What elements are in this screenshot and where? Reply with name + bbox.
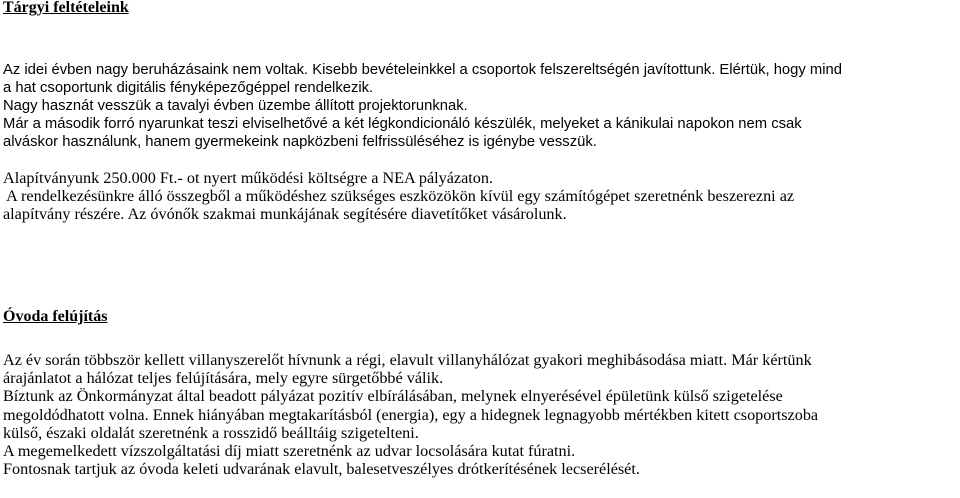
text-line: Már a második forró nyarunkat teszi elviselhetővé a két légkondicionáló készülék, melyeket a kánikulai napokon nem csak — [3, 116, 802, 132]
text-line: Az év során többször kellett villanyszerelőt hívnunk a régi, elavult villanyhálózat gyakori meghibásodása miatt. Már kértünk — [3, 351, 812, 369]
text-line: megoldódhatott volna. Ennek hiányában megtakarításból (energia), egy a hidegnek legnagyobb mértékben kitett csoportszoba — [3, 405, 819, 424]
text-line: Nagy hasznát vesszük a tavalyi évben üzembe állított projektorunknak. — [3, 98, 468, 114]
text-line: Alapítványunk 250.000 Ft.- ot nyert működési költségre a NEA pályázaton. — [3, 169, 494, 187]
text-line: Az idei évben nagy beruházásaink nem voltak. Kisebb bevételeinkkel a csoportok felszereltségén javítottunk. Elértük, hogy mind — [3, 62, 842, 78]
paragraph-felujitas — [3, 351, 955, 478]
section-heading-felujitas: Óvoda felújítás — [3, 308, 108, 325]
text-line: a hat csoportunk digitális fényképezőgéppel rendelkezik. — [3, 80, 374, 96]
text-line: Bíztunk az Önkormányzat által beadott pályázat pozitív elbírálásában, melynek elnyerésével épületünk külső szigetelése — [3, 387, 783, 406]
text-line: alváskor használunk, hanem gyermekeink napközbeni felfrissüléséhez is igénybe vesszük. — [3, 134, 597, 150]
text-line: A megemelkedett vízszolgáltatási díj miatt szeretnénk az udvar locsolására kutat fúratni. — [3, 442, 576, 461]
text-line: árajánlatot a hálózat teljes felújítására, mely egyre sürgetőbbé válik. — [3, 369, 444, 388]
text-line: Fontosnak tartjuk az óvoda keleti udvarának elavult, balesetveszélyes drótkerítésének lecserélését. — [3, 460, 640, 479]
paragraph-alapitvany — [3, 169, 955, 223]
text-line: alapítvány részére. Az óvónők szakmai munkájának segítésére diavetítőket vásárolunk. — [3, 205, 567, 223]
section-heading-targyi: Tárgyi feltételeink — [3, 0, 129, 16]
text-line: külső, északi oldalát szeretnénk a rosszidő beálltáig szigetelteni. — [3, 423, 419, 442]
text-line: A rendelkezésünkre álló összegből a működéshez szükséges eszközökön kívül egy számítógépet szeretnénk beszerezni az — [3, 187, 795, 205]
paragraph-beruhazasok — [3, 61, 955, 151]
